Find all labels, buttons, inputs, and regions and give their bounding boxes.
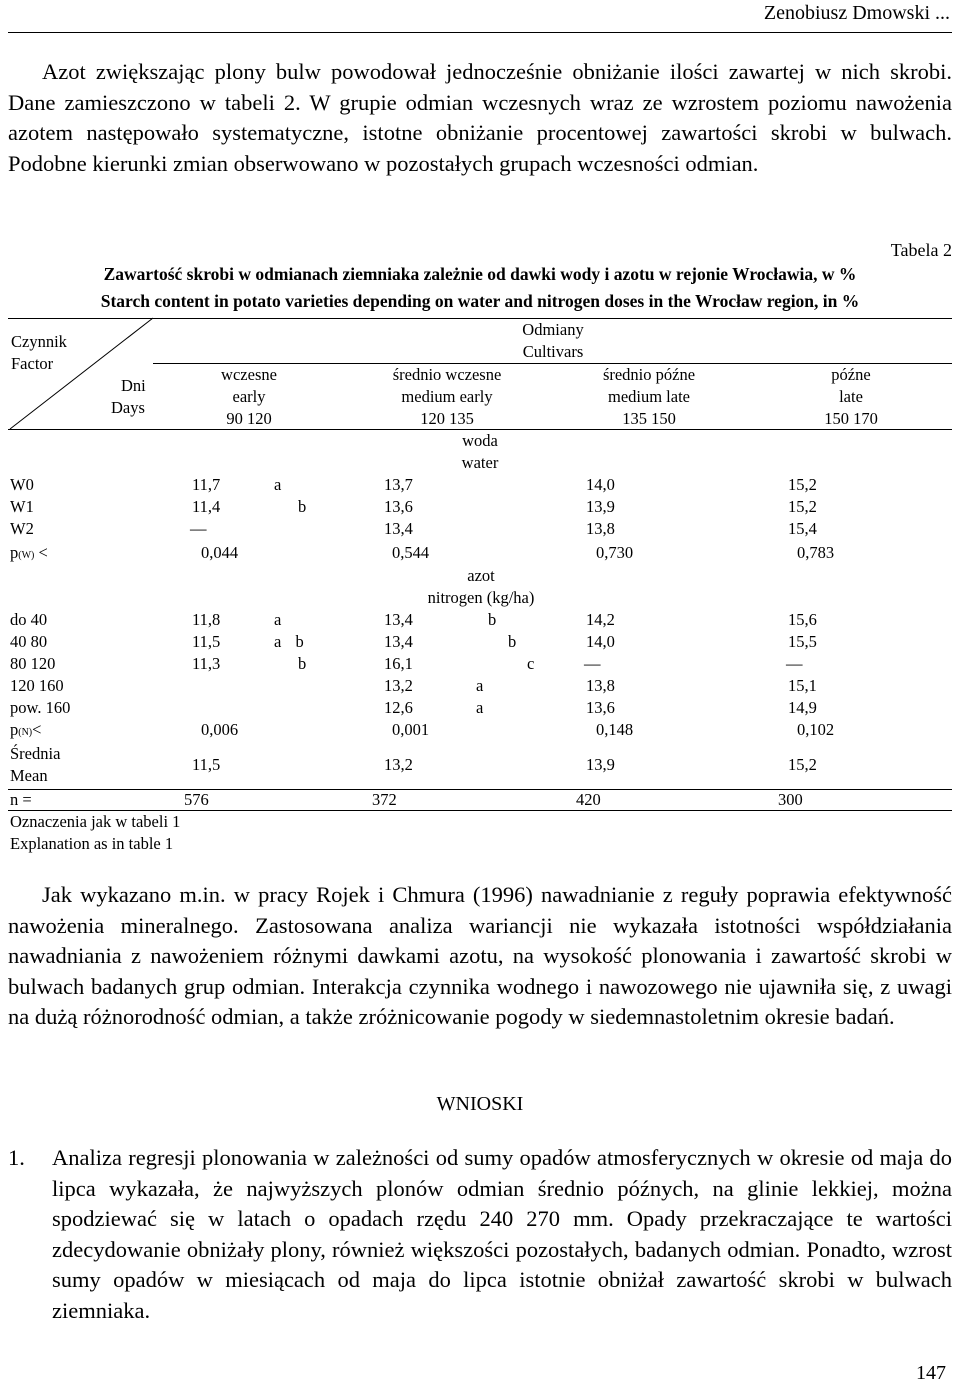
- significance-letter: b: [488, 610, 497, 629]
- row-factor: W2: [10, 519, 34, 538]
- table-cell: 11,7: [192, 475, 221, 494]
- row-factor: W0: [10, 475, 34, 494]
- n-value: 372: [372, 790, 397, 809]
- table-cell: 13,4: [384, 610, 413, 629]
- p-value: 0,044: [201, 543, 239, 562]
- factor-label-en: Factor: [11, 354, 54, 373]
- table-cell: 15,2: [788, 497, 817, 516]
- water-section-label-pl: woda: [462, 431, 498, 450]
- col-early-en: early: [232, 387, 266, 406]
- col-early-days: 90 120: [226, 409, 272, 428]
- intro-paragraph: Azot zwiększając plony bulw powodował jednocześnie obniżanie ilości zawartej w nich skrobi. Dane zamieszczono w tabeli 2. W grupie odmian wczesnych wraz ze wzrostem poziomu nawożenia azotem następowało systematyczne, istotne obniżanie procentowej zawartości skrobi w bulwach. Podobne kierunki zmian obserwowano w pozostałych grupach wczesności odmian.: [8, 59, 952, 176]
- table-cell: 13,6: [384, 497, 413, 516]
- water-section-label-en: water: [461, 453, 499, 472]
- table-cell: 13,2: [384, 676, 413, 695]
- table-number: Tabela 2: [890, 240, 952, 260]
- p-value: 0,783: [797, 543, 835, 562]
- table-cell: 13,6: [586, 698, 615, 717]
- mean-value: 15,2: [788, 755, 817, 774]
- conclusion-item: [8, 1143, 952, 1326]
- row-factor: pow. 160: [10, 698, 71, 717]
- p-value: 0,102: [797, 720, 835, 739]
- col-medium-late-en: medium late: [607, 387, 691, 406]
- table-cell: —: [190, 519, 207, 538]
- nitrogen-section-label-en: nitrogen (kg/ha): [427, 588, 535, 607]
- table-cell: 11,4: [192, 497, 221, 516]
- n-label: n =: [10, 790, 32, 809]
- days-label-en: Days: [111, 398, 145, 417]
- table-note: Oznaczenia jak w tabeli 1: [10, 812, 181, 831]
- col-late-days: 150 170: [824, 409, 878, 428]
- table-cell: 13,9: [586, 497, 615, 516]
- days-label-pl: Dni: [121, 376, 146, 395]
- table-cell: 13,4: [384, 632, 413, 651]
- p-label: p: [10, 720, 19, 739]
- significance-letter: a: [274, 610, 282, 629]
- col-late-en: late: [839, 387, 863, 406]
- p-sign: <: [32, 720, 42, 739]
- table-cell: 14,2: [586, 610, 615, 629]
- table-cell: 15,5: [788, 632, 817, 651]
- mean-value: 11,5: [192, 755, 221, 774]
- col-early-pl: wczesne: [221, 365, 277, 384]
- n-value: 300: [778, 790, 803, 809]
- cultivars-header-pl: Odmiany: [522, 320, 584, 339]
- table-cell: 14,0: [586, 632, 615, 651]
- significance-letter: b: [508, 632, 517, 651]
- table-cell: 13,8: [586, 676, 615, 695]
- p-sign: <: [38, 543, 48, 562]
- col-medium-early-pl: średnio wczesne: [392, 365, 502, 384]
- mean-label-en: Mean: [10, 766, 48, 785]
- row-factor: 120 160: [10, 676, 64, 695]
- col-medium-late-pl: średnio późne: [602, 365, 696, 384]
- col-medium-late-days: 135 150: [622, 409, 676, 428]
- table-cell: —: [584, 654, 601, 673]
- table-caption-en: Starch content in potato varieties depending on water and nitrogen doses in the Wrocław region, in %: [100, 291, 860, 311]
- mean-label-pl: Średnia: [10, 744, 61, 763]
- p-subscript: (N): [18, 727, 33, 738]
- p-value: 0,001: [392, 720, 430, 739]
- p-value: 0,148: [596, 720, 634, 739]
- conclusion-text: Analiza regresji plonowania w zależności od sumy opadów atmosferycznych w okresie od maja do lipca wykazała, że najwyższych plonów odmian średnio późnych, na glinie lekkiej, można spodziewać się w latach o opadach rzędu 240 270 mm. Opady przekraczające te wartości zdecydowanie obniżały plony, również większości pozostałych, badanych odmian. Ponadto, wzrost sumy opadów w miesiącach od maja do lipca istotnie obniżał zawartość skrobi w bulwach ziemniaka.: [52, 1145, 952, 1323]
- row-factor: W1: [10, 497, 34, 516]
- table-cell: 16,1: [384, 654, 413, 673]
- cultivars-header-en: Cultivars: [522, 342, 584, 361]
- table-cell: 15,1: [788, 676, 817, 695]
- table-cell: —: [786, 654, 803, 673]
- table-cell: 13,8: [586, 519, 615, 538]
- table-cell: 11,8: [192, 610, 221, 629]
- p-label: p: [10, 543, 19, 562]
- p-nitrogen-label: [10, 720, 41, 743]
- row-factor: 80 120: [10, 654, 56, 673]
- mean-value: 13,9: [586, 755, 615, 774]
- row-factor: 40 80: [10, 632, 48, 651]
- significance-letter: a: [476, 698, 484, 717]
- p-water-label: [10, 543, 48, 566]
- table-cell: 15,6: [788, 610, 817, 629]
- table-cell: 11,3: [192, 654, 221, 673]
- n-value: 420: [576, 790, 601, 809]
- col-late-pl: późne: [831, 365, 871, 384]
- nitrogen-section-label-pl: azot: [467, 566, 495, 585]
- table-cell: 13,7: [384, 475, 413, 494]
- n-value: 576: [184, 790, 209, 809]
- running-head: Zenobiusz Dmowski ...: [763, 2, 950, 24]
- discussion-paragraph: Jak wykazano m.in. w pracy Rojek i Chmura (1996) nawadnianie z reguły poprawia efektywność nawożenia mineralnego. Zastosowana analiza wariancji nie wykazała istotności współdziałania nawadniania z nawożeniem różnymi dawkami azotu, na wysokość plonowania i zawartość skrobi w bulwach badanych grup odmian. Interakcja czynnika wodnego i nawozowego nie ujawniła się, z uwagi na dużą różnorodność odmian, a także zróżnicowanie pogody w siedemnastoletnim okresie badań.: [8, 882, 952, 1029]
- significance-letter: a: [476, 676, 484, 695]
- table-note: Explanation as in table 1: [10, 834, 174, 853]
- significance-letter: b: [298, 497, 307, 516]
- row-factor: do 40: [10, 610, 48, 629]
- factor-label-pl: Czynnik: [11, 332, 67, 351]
- conclusion-number: 1.: [8, 1145, 25, 1170]
- col-medium-early-days: 120 135: [420, 409, 474, 428]
- table-cell: 13,4: [384, 519, 413, 538]
- table-cell: 14,9: [788, 698, 817, 717]
- significance-letter: c: [527, 654, 535, 673]
- p-subscript: (W): [18, 550, 35, 561]
- table-cell: 11,5: [192, 632, 221, 651]
- conclusions-heading: WNIOSKI: [436, 1093, 524, 1115]
- col-medium-early-en: medium early: [401, 387, 493, 406]
- p-value: 0,544: [392, 543, 430, 562]
- significance-letter: a: [274, 475, 282, 494]
- table-cell: 14,0: [586, 475, 615, 494]
- table-cell: 12,6: [384, 698, 413, 717]
- page-number: 147: [916, 1362, 946, 1384]
- p-value: 0,006: [201, 720, 239, 739]
- table-cell: 15,2: [788, 475, 817, 494]
- table-caption-pl: Zawartość skrobi w odmianach ziemniaka zależnie od dawki wody i azotu w rejonie Wrocławia, w %: [103, 264, 857, 284]
- table-cell: 15,4: [788, 519, 817, 538]
- mean-value: 13,2: [384, 755, 413, 774]
- p-value: 0,730: [596, 543, 634, 562]
- significance-letter: a b: [274, 632, 304, 651]
- significance-letter: b: [298, 654, 307, 673]
